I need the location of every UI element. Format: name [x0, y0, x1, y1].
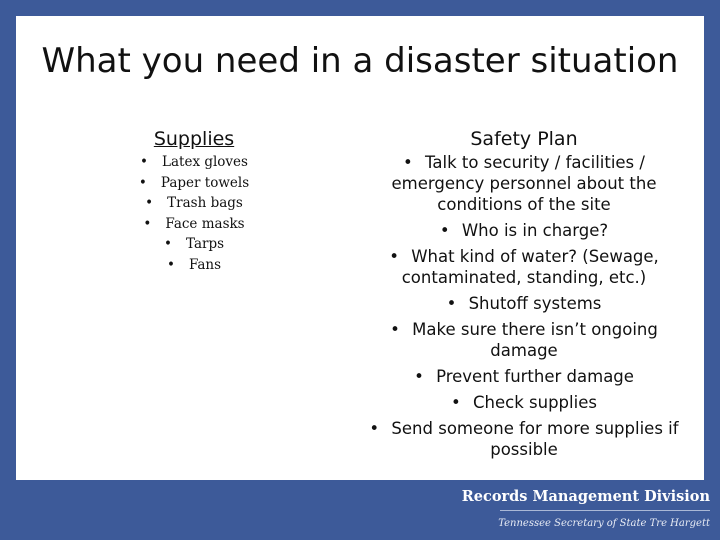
list-item: • Make sure there isn’t ongoing damage: [390, 320, 658, 360]
list-item: • Who is in charge?: [439, 221, 609, 240]
safety-plan-list: [364, 152, 684, 460]
bullet-icon: •: [439, 221, 450, 240]
safety-plan-column: [364, 128, 684, 465]
bullet-icon: •: [166, 256, 175, 273]
footer-division-name: Records Management Division: [461, 488, 710, 505]
bullet-icon: •: [403, 153, 413, 172]
list-item: • Check supplies: [451, 393, 597, 412]
list-item: • What kind of water? (Sewage, contaminated, standing, etc.): [389, 247, 659, 287]
list-item: • Paper towels: [114, 173, 274, 194]
bullet-icon: •: [390, 320, 400, 339]
footer-divider: [500, 510, 710, 511]
bullet-icon: •: [145, 195, 154, 211]
footer-office-name: Tennessee Secretary of State Tre Hargett: [498, 518, 710, 529]
supplies-list: [114, 152, 274, 275]
slide-title: What you need in a disaster situation: [41, 41, 679, 81]
bullet-icon: •: [414, 367, 424, 386]
list-item: • Talk to security / facilities / emergency personnel about the conditions of the site: [391, 153, 657, 214]
supplies-heading: Supplies: [153, 128, 235, 150]
list-item: • Latex gloves: [114, 152, 274, 173]
bullet-icon: •: [163, 236, 172, 252]
bullet-icon: •: [140, 154, 148, 170]
bullet-icon: •: [446, 294, 457, 313]
bullet-icon: •: [369, 419, 380, 438]
list-item: • Shutoff systems: [446, 294, 602, 313]
bullet-icon: •: [451, 393, 461, 412]
list-item: • Fans: [114, 255, 274, 276]
bullet-icon: •: [143, 215, 152, 232]
supplies-column: [114, 128, 274, 275]
safety-plan-heading: Safety Plan: [470, 128, 578, 150]
bullet-icon: •: [138, 174, 147, 191]
list-item: • Send someone for more supplies if possible: [369, 419, 679, 459]
bullet-icon: •: [389, 247, 399, 266]
list-item: • Face masks: [114, 214, 274, 235]
list-item: • Trash bags: [114, 193, 274, 214]
list-item: • Tarps: [114, 234, 274, 255]
list-item: • Prevent further damage: [414, 367, 634, 386]
